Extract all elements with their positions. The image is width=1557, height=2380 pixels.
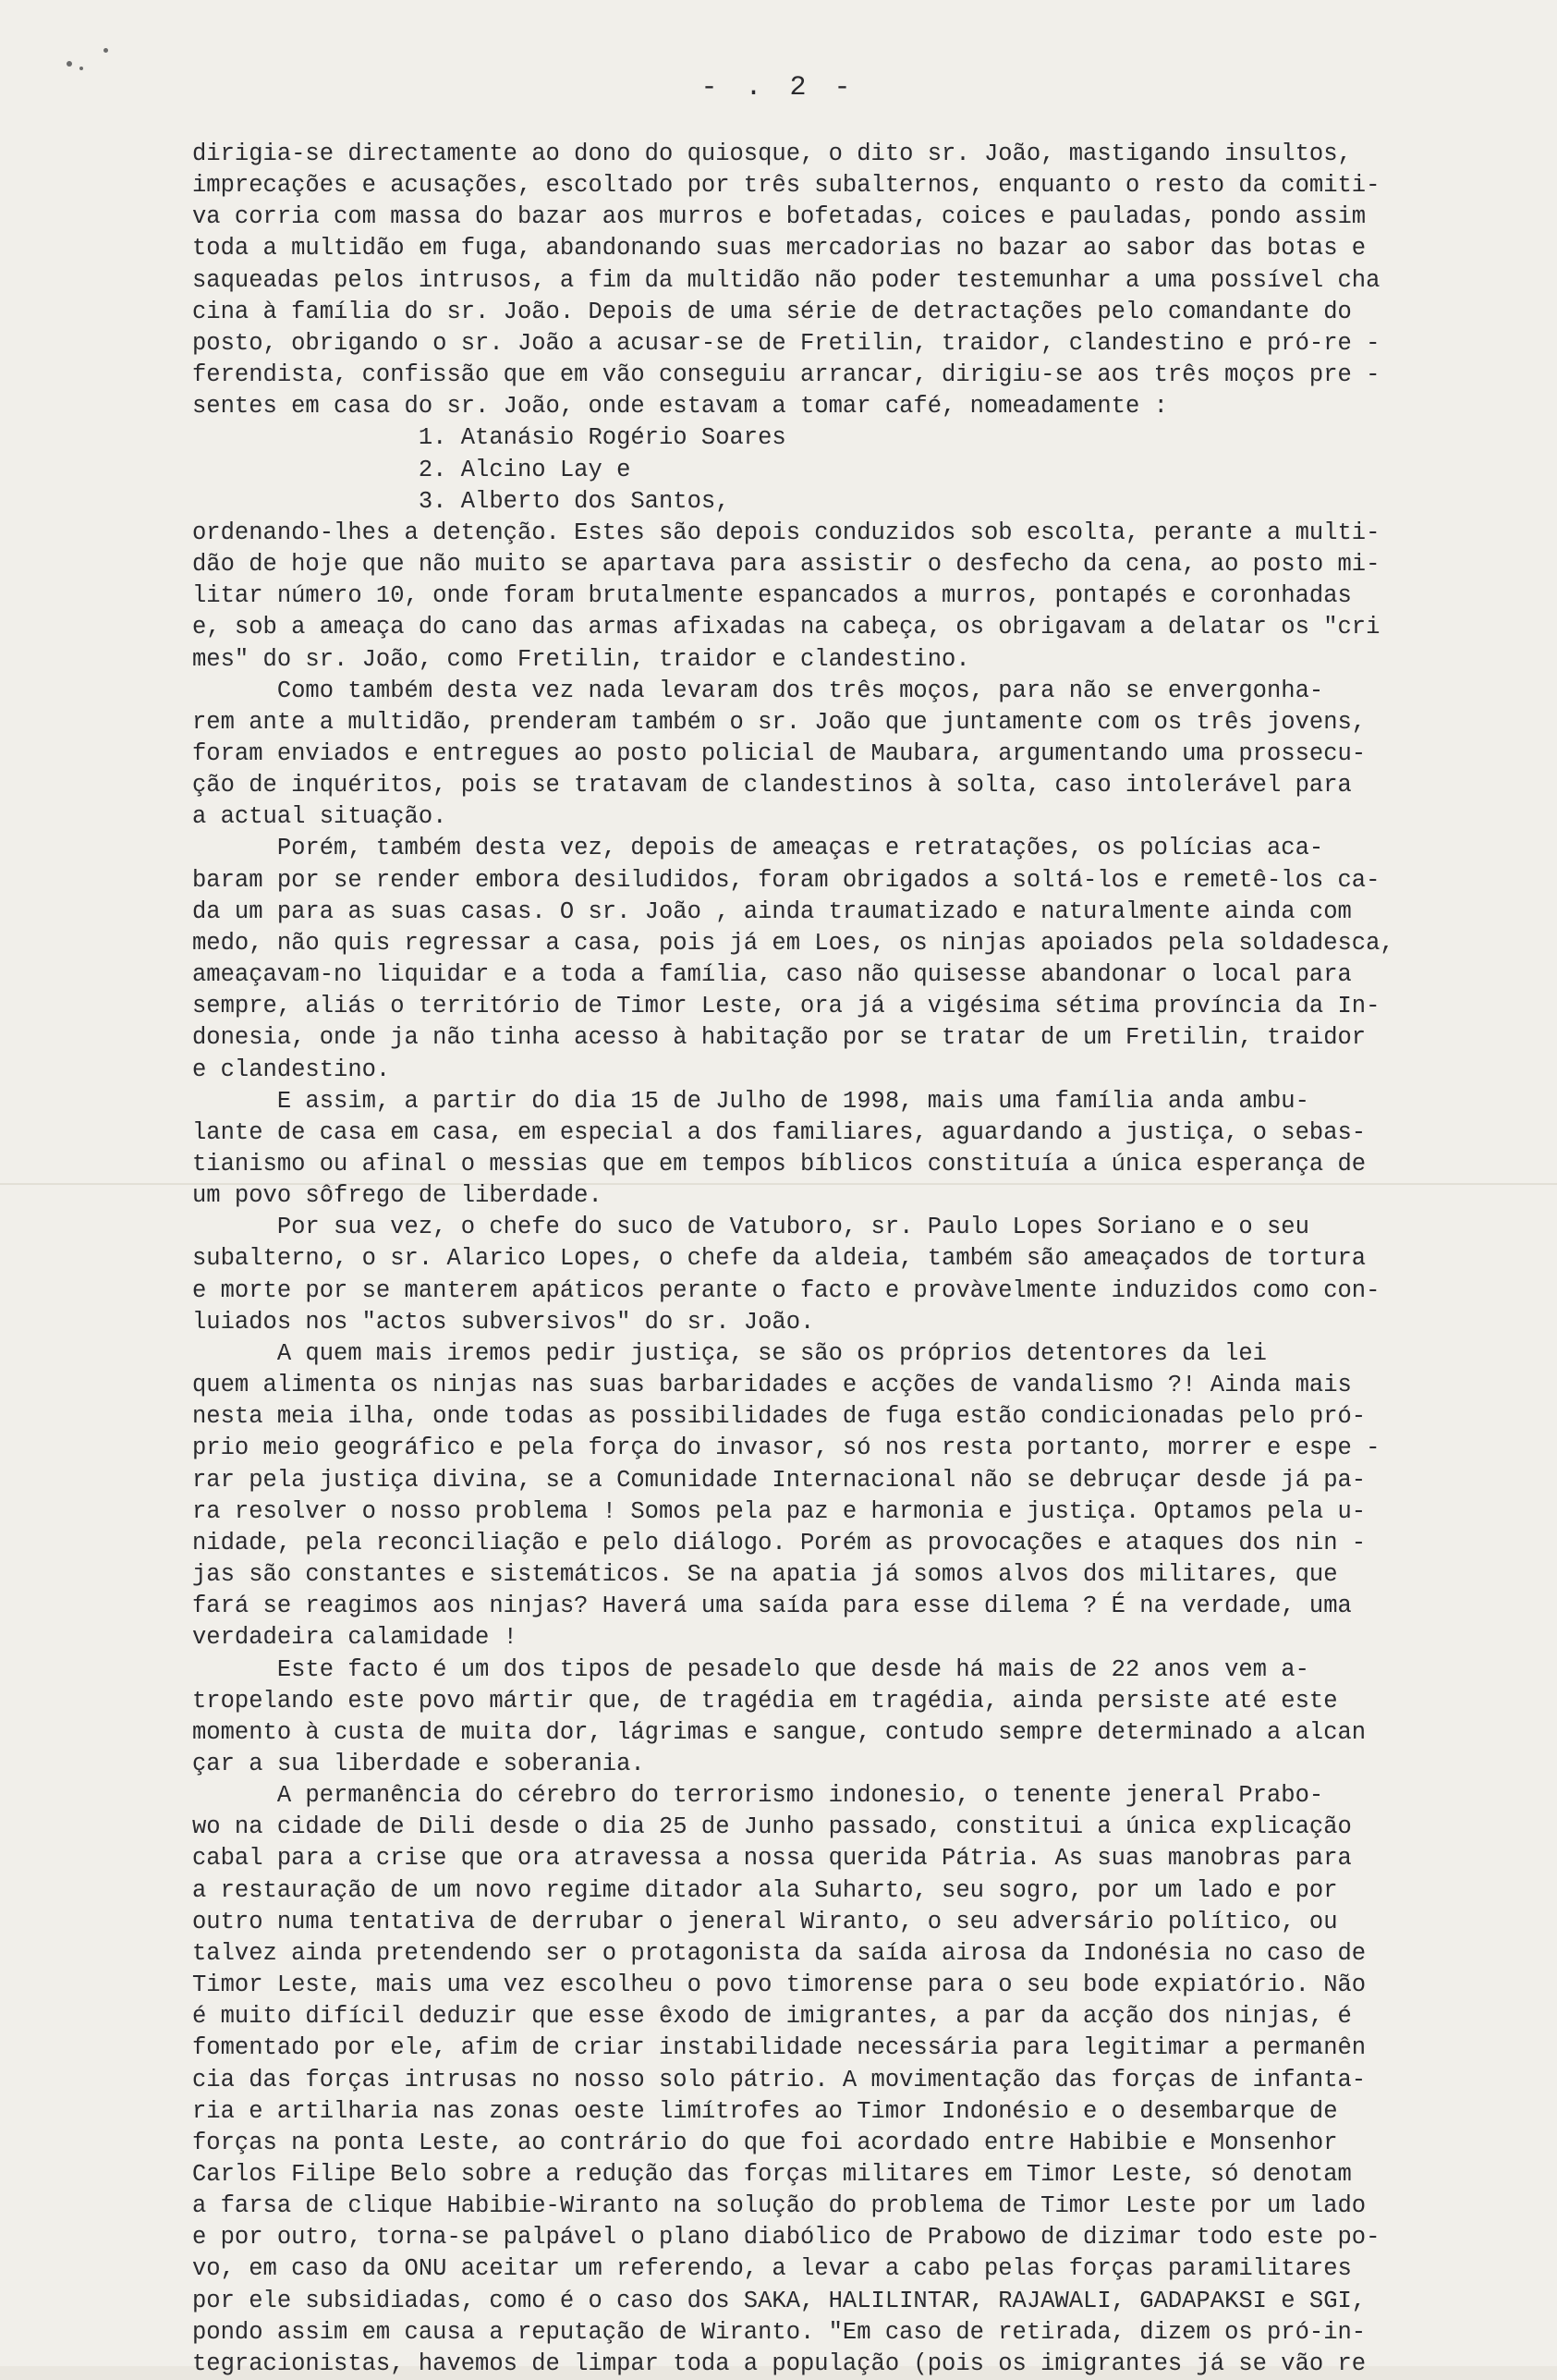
text-line: e, sob a ameaça do cano das armas afixadas na cabeça, os obrigavam a delatar os "cri [192,614,1381,641]
text-line: baram por se render embora desiludidos, foram obrigados a soltá-los e remetê-los ca- [192,866,1381,894]
text-line: Carlos Filipe Belo sobre a redução das forças militares em Timor Leste, só denotam [192,2161,1352,2188]
text-line: posto, obrigando o sr. João a acusar-se de Fretilin, traidor, clandestino e pró-re - [192,329,1381,357]
text-line: sentes em casa do sr. João, onde estavam a tomar café, nomeadamente : [192,393,1168,421]
text-line: E assim, a partir do dia 15 de Julho de 1998, mais uma família anda ambu- [192,1087,1309,1115]
text-line: mes" do sr. João, como Fretilin, traidor e clandestino. [192,645,970,673]
text-line: tianismo ou afinal o messias que em tempos bíblicos constituía a única esperança de [192,1151,1367,1178]
text-line: 1. Atanásio Rogério Soares [192,424,786,452]
text-line: ção de inquéritos, pois se tratavam de clandestinos à solta, caso intolerável para [192,772,1352,799]
text-line: e clandestino. [192,1056,391,1083]
text-line: Timor Leste, mais uma vez escolheu o povo timorense para o seu bode expiatório. Não [192,1971,1367,1999]
text-line: rem ante a multidão, prenderam também o sr. João que juntamente com os três jovens, [192,708,1367,736]
text-line: luiados nos "actos subversivos" do sr. João. [192,1308,815,1336]
text-line: ordenando-lhes a detenção. Estes são depois conduzidos sob escolta, perante a multi- [192,519,1381,546]
text-line: ria e artilharia nas zonas oeste limítrofes ao Timor Indonésio e o desembarque de [192,2097,1338,2125]
text-line: Como também desta vez nada levaram dos três moços, para não se envergonha- [192,677,1324,704]
body-text [192,139,1481,2380]
text-line: ameaçavam-no liquidar e a toda a família, caso não quisesse abandonar o local para [192,961,1352,989]
text-line: wo na cidade de Dili desde o dia 25 de Junho passado, constitui a única explicação [192,1813,1352,1841]
text-line: a actual situação. [192,803,447,831]
text-line: e morte por se manterem apáticos perante o facto e provàvelmente induzidos como con- [192,1276,1381,1304]
text-line: litar número 10, onde foram brutalmente espancados a murros, pontapés e coronhadas [192,582,1352,610]
text-line: imprecações e acusações, escoltado por três subalternos, enquanto o resto da comiti- [192,172,1381,200]
text-line: nesta meia ilha, onde todas as possibilidades de fuga estão condicionadas pelo pró- [192,1403,1367,1431]
text-line: vo, em caso da ONU aceitar um referendo, a levar a cabo pelas forças paramilitares [192,2255,1352,2283]
text-line: subalterno, o sr. Alarico Lopes, o chefe da aldeia, também são ameaçados de tortura [192,1245,1367,1273]
text-line: verdadeira calamidade ! [192,1624,517,1652]
text-line: ra resolver o nosso problema ! Somos pela paz e harmonia e justiça. Optamos pela u- [192,1497,1367,1525]
text-line: é muito difícil deduzir que esse êxodo de imigrantes, a par da acção dos ninjas, é [192,2003,1352,2031]
text-line: toda a multidão em fuga, abandonando suas mercadorias no bazar ao sabor das botas e [192,235,1367,262]
text-line: A quem mais iremos pedir justiça, se são os próprios detentores da lei [192,1339,1267,1367]
text-line: forças na ponta Leste, ao contrário do que foi acordado entre Habibie e Monsenhor [192,2129,1338,2156]
page-number: - . 2 - [700,72,857,104]
text-line: ferendista, confissão que em vão conseguiu arrancar, dirigiu-se aos três moços pre - [192,361,1381,389]
text-line: pondo assim em causa a reputação de Wiranto. "Em caso de retirada, dizem os pró-in- [192,2318,1367,2346]
text-line: medo, não quis regressar a casa, pois já em Loes, os ninjas apoiados pela soldadesca, [192,929,1394,957]
text-line: fomentado por ele, afim de criar instabilidade necessária para legitimar a permanên [192,2034,1367,2062]
text-line: por ele subsidiadas, como é o caso dos SAKA, HALILINTAR, RAJAWALI, GADAPAKSI e SGI, [192,2287,1367,2314]
text-line: rar pela justiça divina, se a Comunidade Internacional não se debruçar desde já pa- [192,1466,1367,1494]
text-line: dirigia-se directamente ao dono do quiosque, o dito sr. João, mastigando insultos, [192,140,1352,167]
text-line: saqueadas pelos intrusos, a fim da multidão não poder testemunhar a uma possível cha [192,266,1381,294]
paper-speck [67,61,72,67]
text-line: prio meio geográfico e pela força do invasor, só nos resta portanto, morrer e espe - [192,1434,1381,1462]
text-line: talvez ainda pretendendo ser o protagonista da saída airosa da Indonésia no caso de [192,1939,1367,1967]
text-line: e por outro, torna-se palpável o plano diabólico de Prabowo de dizimar todo este po- [192,2224,1381,2252]
text-line: Por sua vez, o chefe do suco de Vatuboro, sr. Paulo Lopes Soriano e o seu [192,1214,1309,1241]
paper-speck [79,67,83,70]
text-line: va corria com massa do bazar aos murros e bofetadas, coices e pauladas, pondo assim [192,203,1367,231]
text-line: sempre, aliás o território de Timor Leste, ora já a vigésima sétima província da In- [192,993,1381,1020]
text-line: foram enviados e entregues ao posto policial de Maubara, argumentando uma prossecu- [192,739,1367,767]
text-line: çar a sua liberdade e soberania. [192,1750,645,1777]
text-line: a restauração de um novo regime ditador ala Suharto, seu sogro, por um lado e por [192,1876,1338,1904]
text-line: cina à família do sr. João. Depois de uma série de detractações pelo comandante do [192,298,1352,325]
text-line: lante de casa em casa, em especial a dos familiares, aguardando a justiça, o sebas- [192,1118,1367,1146]
text-line: cia das forças intrusas no nosso solo pátrio. A movimentação das forças de infanta- [192,2066,1367,2093]
text-line: nidade, pela reconciliação e pelo diálogo. Porém as provocações e ataques dos nin - [192,1529,1367,1556]
text-line: quem alimenta os ninjas nas suas barbaridades e acções de vandalismo ?! Ainda mais [192,1372,1352,1399]
text-line: 3. Alberto dos Santos, [192,487,730,515]
paper-speck [103,48,108,53]
text-line: da um para as suas casas. O sr. João , ainda traumatizado e naturalmente ainda com [192,897,1352,925]
text-line: a farsa de clique Habibie-Wiranto na solução do problema de Timor Leste por um lado [192,2192,1367,2220]
text-line: outro numa tentativa de derrubar o jeneral Wiranto, o seu adversário político, ou [192,1908,1338,1935]
text-line: cabal para a crise que ora atravessa a nossa querida Pátria. As suas manobras para [192,1845,1352,1873]
text-line: A permanência do cérebro do terrorismo indonesio, o tenente jeneral Prabo- [192,1782,1324,1810]
text-line: Este facto é um dos tipos de pesadelo que desde há mais de 22 anos vem a- [192,1655,1309,1683]
text-line: tropelando este povo mártir que, de tragédia em tragédia, ainda persiste até este [192,1687,1338,1715]
text-line: jas são constantes e sistemáticos. Se na apatia já somos alvos dos militares, que [192,1561,1338,1589]
text-line: momento à custa de muita dor, lágrimas e sangue, contudo sempre determinado a alcan [192,1718,1367,1746]
text-line: fará se reagimos aos ninjas? Haverá uma saída para esse dilema ? É na verdade, uma [192,1593,1352,1620]
text-line: tegracionistas, havemos de limpar toda a população (pois os imigrantes já se vão re [192,2349,1367,2377]
text-line: donesia, onde ja não tinha acesso à habitação por se tratar de um Fretilin, traidor [192,1024,1367,1052]
text-line: 2. Alcino Lay e [192,456,631,483]
text-line: dão de hoje que não muito se apartava para assistir o desfecho da cena, ao posto mi- [192,551,1381,579]
text-line: Porém, também desta vez, depois de ameaças e retratações, os polícias aca- [192,835,1324,862]
text-line: um povo sôfrego de liberdade. [192,1182,602,1210]
